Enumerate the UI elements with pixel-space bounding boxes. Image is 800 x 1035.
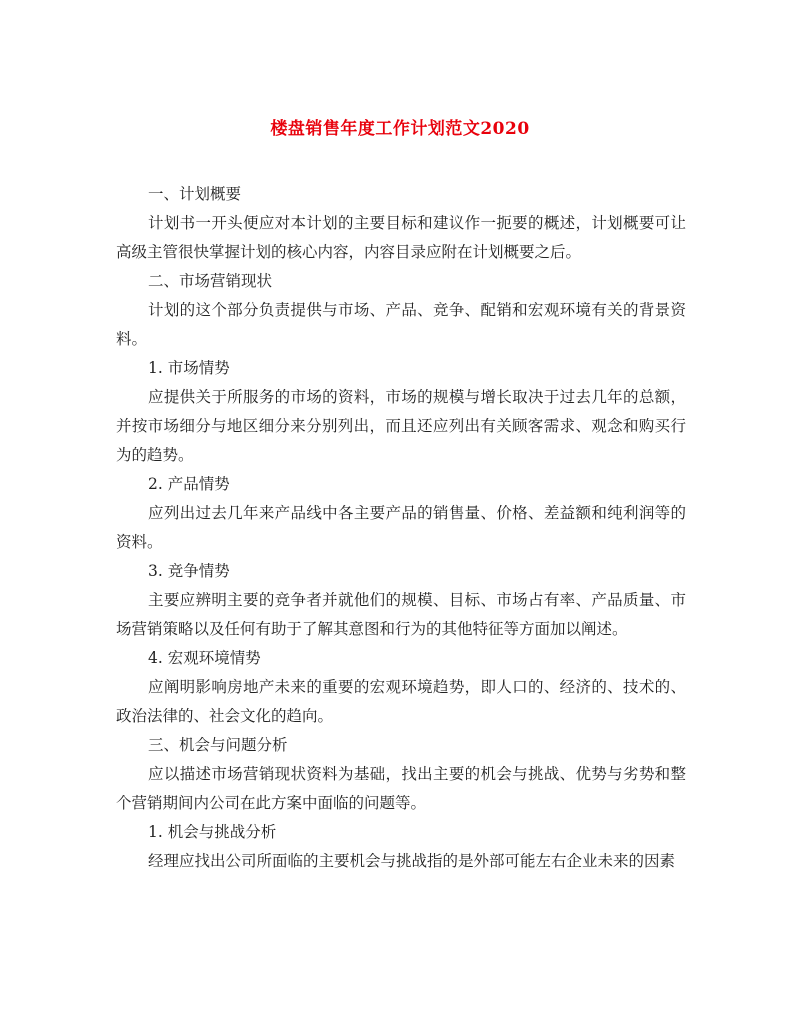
document-title: 楼盘销售年度工作计划范文2020: [270, 119, 530, 139]
paragraph: 应列出过去几年来产品线中各主要产品的销售量、价格、差益额和纯利润等的资料。: [116, 504, 686, 551]
document-body: [116, 180, 686, 876]
paragraph: 计划书一开头便应对本计划的主要目标和建议作一扼要的概述，计划概要可让高级主管很快掌握计划的核心内容，内容目录应附在计划概要之后。: [116, 214, 686, 261]
paragraph: 计划的这个部分负责提供与市场、产品、竞争、配销和宏观环境有关的背景资料。: [116, 301, 686, 348]
paragraph: 应阐明影响房地产未来的重要的宏观环境趋势，即人口的、经济的、技术的、政治法律的、社会文化的趋向。: [116, 678, 686, 725]
subheading-market-situation: 1. 市场情势: [148, 359, 230, 377]
subheading-competition-situation: 3. 竞争情势: [148, 562, 230, 580]
paragraph: 经理应找出公司所面临的主要机会与挑战指的是外部可能左右企业未来的因素: [148, 852, 676, 870]
section-heading-opportunity-analysis: 三、机会与问题分析: [148, 736, 288, 754]
subheading-macro-environment: 4. 宏观环境情势: [148, 649, 261, 667]
subheading-opportunity-challenge: 1. 机会与挑战分析: [148, 823, 277, 841]
paragraph: 应提供关于所服务的市场的资料，市场的规模与增长取决于过去几年的总额，并按市场细分与地区细分来分别列出，而且还应列出有关顾客需求、观念和购买行为的趋势。: [116, 388, 686, 464]
paragraph: 主要应辨明主要的竞争者并就他们的规模、目标、市场占有率、产品质量、市场营销策略以及任何有助于了解其意图和行为的其他特征等方面加以阐述。: [116, 591, 686, 638]
paragraph: 应以描述市场营销现状资料为基础，找出主要的机会与挑战、优势与劣势和整个营销期间内公司在此方案中面临的问题等。: [116, 765, 686, 812]
section-heading-plan-summary: 一、计划概要: [148, 185, 242, 203]
section-heading-market-status: 二、市场营销现状: [148, 272, 273, 290]
subheading-product-situation: 2. 产品情势: [148, 475, 230, 493]
